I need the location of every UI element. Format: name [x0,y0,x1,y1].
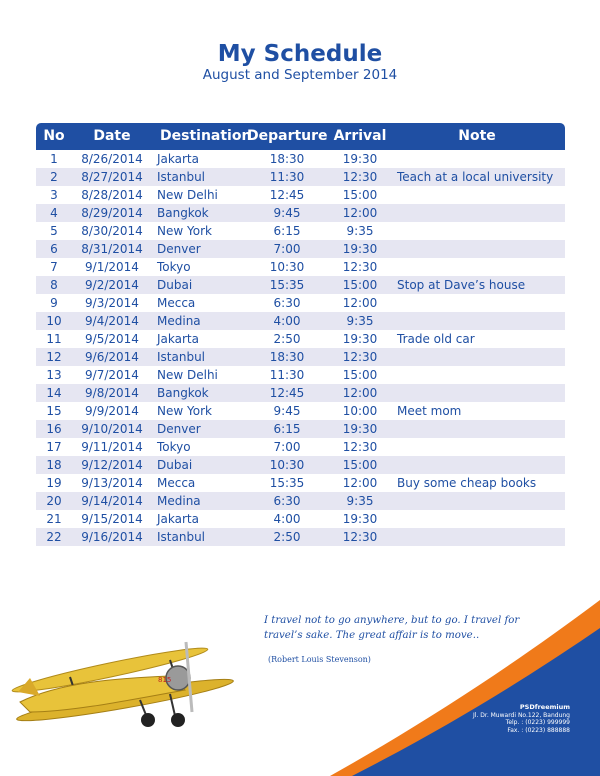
cell-departure: 15:35 [269,278,305,292]
cell-no: 1 [50,152,58,166]
travel-quote: I travel not to go anywhere, but to go. I travel for travel’s sake. The great affair is to move.. [264,615,520,641]
cell-no: 20 [46,494,62,508]
page-title: My Schedule [217,41,383,67]
cell-departure: 9:45 [273,404,301,418]
cell-date: 9/13/2014 [81,476,143,490]
cell-no: 12 [46,350,62,364]
cell-arrival: 19:30 [342,152,378,166]
cell-arrival: 10:00 [342,404,378,418]
cell-no: 2 [50,170,58,184]
cell-no: 3 [50,188,58,202]
cell-date: 9/5/2014 [85,332,139,346]
cell-destination: Denver [157,422,201,436]
cell-date: 8/29/2014 [81,206,143,220]
cell-departure: 11:30 [269,170,305,184]
cell-date: 9/15/2014 [81,512,143,526]
cell-arrival: 9:35 [346,224,374,238]
cell-note: Stop at Dave’s house [397,278,526,292]
cell-no: 18 [46,458,62,472]
cell-departure: 10:30 [269,260,305,274]
cell-arrival: 12:30 [342,260,378,274]
cell-departure: 10:30 [269,458,305,472]
cell-arrival: 12:30 [342,440,378,454]
cell-arrival: 12:00 [342,476,378,490]
cell-no: 13 [46,368,62,382]
contact-fax: Fax. : (0223) 888888 [507,726,570,734]
cell-destination: Tokyo [157,260,191,274]
cell-no: 9 [50,296,58,310]
cell-note: Meet mom [397,404,462,418]
cell-departure: 2:50 [273,332,301,346]
cell-departure: 12:45 [269,386,305,400]
cell-departure: 7:00 [273,440,301,454]
cell-destination: Dubai [157,458,193,472]
cell-date: 9/11/2014 [81,440,143,454]
cell-date: 9/4/2014 [85,314,139,328]
cell-no: 14 [46,386,62,400]
header-date: Date [93,128,131,144]
cell-departure: 9:45 [273,206,301,220]
header-note: Note [458,128,496,144]
cell-no: 7 [50,260,58,274]
cell-departure: 4:00 [273,314,301,328]
cell-date: 9/7/2014 [85,368,139,382]
cell-destination: Jakarta [157,512,199,526]
cell-date: 9/1/2014 [85,260,139,274]
cell-no: 5 [50,224,58,238]
cell-destination: Jakarta [157,332,199,346]
cell-arrival: 12:30 [342,350,378,364]
cell-no: 8 [50,278,58,292]
cell-departure: 18:30 [269,152,305,166]
cell-destination: Istanbul [157,350,206,364]
cell-departure: 6:30 [273,296,301,310]
cell-destination: Mecca [157,476,196,490]
cell-no: 10 [46,314,62,328]
cell-date: 8/30/2014 [81,224,143,238]
contact-block [473,704,570,734]
cell-departure: 2:50 [273,530,301,544]
cell-no: 15 [46,404,62,418]
cell-destination: Denver [157,242,201,256]
cell-date: 9/16/2014 [81,530,143,544]
cell-date: 9/6/2014 [85,350,139,364]
cell-arrival: 12:00 [342,296,378,310]
cell-departure: 15:35 [269,476,305,490]
cell-departure: 4:00 [273,512,301,526]
biplane-illustration [0,612,250,736]
cell-arrival: 9:35 [346,494,374,508]
cell-date: 8/26/2014 [81,152,143,166]
page-subtitle: August and September 2014 [202,67,398,83]
cell-destination: Istanbul [157,170,206,184]
cell-destination: Istanbul [157,530,206,544]
cell-arrival: 19:30 [342,332,378,346]
cell-destination: Dubai [157,278,193,292]
cell-departure: 6:30 [273,494,301,508]
cell-no: 19 [46,476,62,490]
header-destination: Destination [160,128,252,144]
contact-address: Jl. Dr. Muwardi No.122, Bandung [473,711,570,719]
cell-destination: New Delhi [157,188,218,202]
header-no: No [43,128,65,144]
cell-destination: Bangkok [157,206,209,220]
contact-phone: Telp. : (0223) 999999 [505,719,570,726]
cell-date: 8/28/2014 [81,188,143,202]
cell-no: 6 [50,242,58,256]
cell-departure: 7:00 [273,242,301,256]
cell-destination: New Delhi [157,368,218,382]
cell-date: 9/9/2014 [85,404,139,418]
cell-arrival: 9:35 [346,314,374,328]
cell-departure: 6:15 [273,422,301,436]
contact-brand: PSDfreemium [519,703,570,711]
cell-arrival: 12:30 [342,170,378,184]
cell-date: 9/2/2014 [85,278,139,292]
cell-arrival: 19:30 [342,422,378,436]
cell-date: 9/12/2014 [81,458,143,472]
plane-number: 815 [158,676,172,684]
cell-departure: 11:30 [269,368,305,382]
header-departure: Departure [247,128,328,144]
cell-arrival: 15:00 [342,458,378,472]
cell-departure: 18:30 [269,350,305,364]
cell-departure: 12:45 [269,188,305,202]
quote-author: (Robert Louis Stevenson) [268,655,371,664]
cell-departure: 6:15 [273,224,301,238]
cell-date: 8/31/2014 [81,242,143,256]
cell-no: 4 [50,206,58,220]
cell-date: 8/27/2014 [81,170,143,184]
cell-destination: Tokyo [157,440,191,454]
cell-date: 9/8/2014 [85,386,139,400]
cell-arrival: 12:30 [342,530,378,544]
cell-destination: New York [157,404,212,418]
cell-date: 9/3/2014 [85,296,139,310]
cell-destination: New York [157,224,212,238]
cell-no: 21 [46,512,62,526]
cell-date: 9/10/2014 [81,422,143,436]
cell-no: 11 [46,332,62,346]
cell-no: 16 [46,422,62,436]
cell-arrival: 19:30 [342,512,378,526]
cell-arrival: 15:00 [342,368,378,382]
cell-arrival: 15:00 [342,188,378,202]
cell-arrival: 19:30 [342,242,378,256]
cell-date: 9/14/2014 [81,494,143,508]
cell-arrival: 15:00 [342,278,378,292]
header-arrival: Arrival [333,128,387,144]
cell-no: 22 [46,530,62,544]
cell-destination: Medina [157,494,201,508]
cell-note: Buy some cheap books [397,476,537,490]
cell-arrival: 12:00 [342,206,378,220]
cell-destination: Mecca [157,296,196,310]
cell-note: Teach at a local university [397,170,554,184]
cell-destination: Medina [157,314,201,328]
cell-destination: Bangkok [157,386,209,400]
cell-destination: Jakarta [157,152,199,166]
cell-arrival: 12:00 [342,386,378,400]
cell-note: Trade old car [397,332,475,346]
cell-no: 17 [46,440,62,454]
